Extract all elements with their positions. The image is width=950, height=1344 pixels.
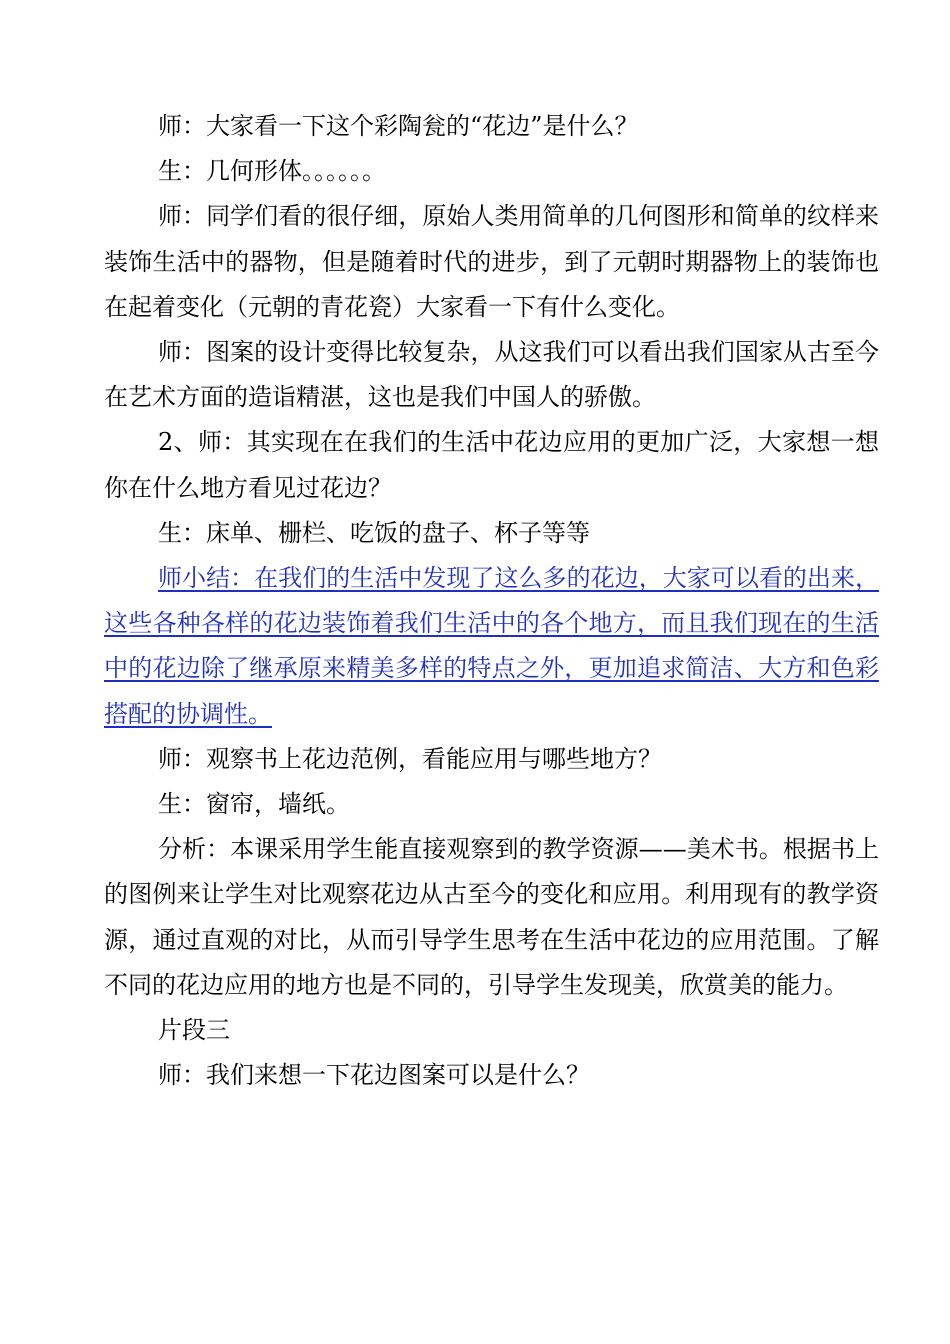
paragraph-teacher-explanation: 师：同学们看的很仔细，原始人类用简单的几何图形和简单的纹样来装饰生活中的器物，但是随着时代的进步，到了元朝时期器物上的装饰也在起着变化（元朝的青花瓷）大家看一下有什么变化。 <box>104 202 879 321</box>
section-heading: 片段三 <box>158 1016 230 1045</box>
paragraph-student-answer: 生：几何形体。。。。。。 <box>158 157 386 186</box>
paragraph-student-answer-2: 生：床单、栅栏、吃饭的盘子、杯子等等 <box>158 518 590 547</box>
paragraph-teacher-comment: 师：图案的设计变得比较复杂，从这我们可以看出我们国家从古至今在艺术方面的造诣精湛，这也是我们中国人的骄傲。 <box>104 338 879 412</box>
paragraph-teacher-summary: 师小结：在我们的生活中发现了这么多的花边，大家可以看的出来，这些各种各样的花边装饰着我们生活中的各个地方，而且我们现在的生活中的花边除了继承原来精美多样的特点之外，更加追求简洁、大方和色彩搭配的协调性。 <box>104 564 879 728</box>
document-body <box>104 104 879 1098</box>
paragraph-teacher-question-3: 师：观察书上花边范例，看能应用与哪些地方？ <box>158 744 662 773</box>
paragraph-teacher-question-4: 师：我们来想一下花边图案可以是什么？ <box>158 1061 590 1090</box>
paragraph-analysis: 分析：本课采用学生能直接观察到的教学资源——美术书。根据书上的图例来让学生对比观察花边从古至今的变化和应用。利用现有的教学资源，通过直观的对比，从而引导学生思考在生活中花边的应用范围。了解不同的花边应用的地方也是不同的，引导学生发现美，欣赏美的能力。 <box>104 835 879 999</box>
paragraph-teacher-question-2: 2、师：其实现在在我们的生活中花边应用的更加广泛，大家想一想你在什么地方看见过花边？ <box>104 428 879 502</box>
paragraph-student-answer-3: 生：窗帘，墙纸。 <box>158 790 350 819</box>
paragraph-teacher-question: 师：大家看一下这个彩陶瓮的“花边”是什么？ <box>158 112 639 140</box>
